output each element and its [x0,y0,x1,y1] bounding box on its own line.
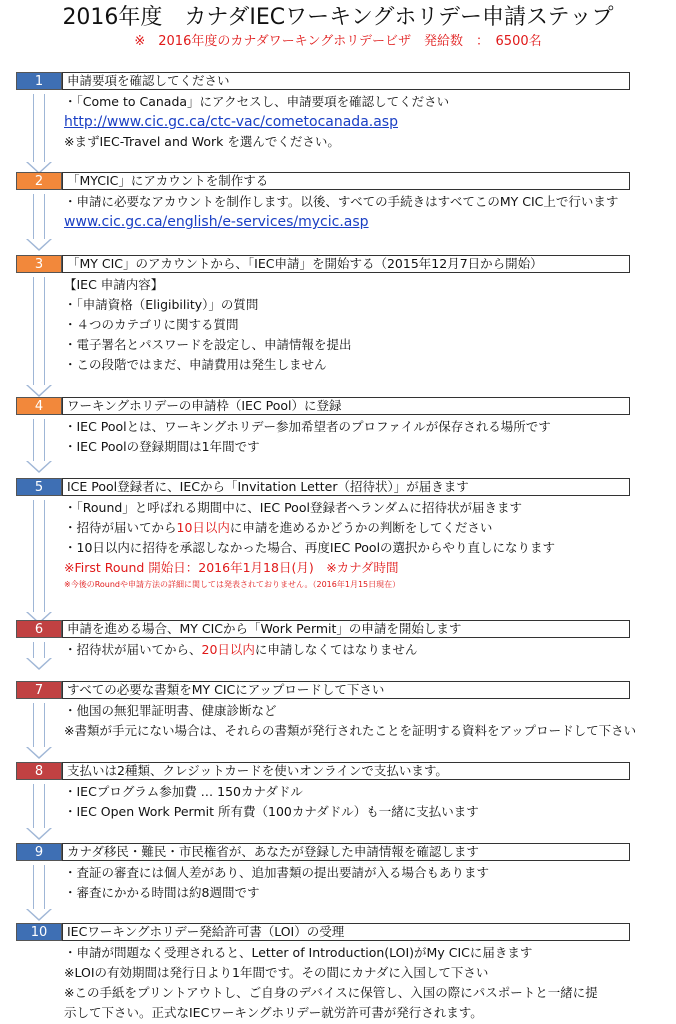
step-line: ・IEC Open Work Permit 所有費（100カナダドル）も一緒に支払います [64,804,479,819]
step-heading: IECワーキングホリデー発給許可書（LOI）の受理 [62,923,630,941]
cometocanada-link[interactable]: http://www.cic.gc.ca/ctc-vac/cometocanada.asp [64,114,398,130]
step-line: 示して下さい。正式なIECワーキングホリデー就労許可書が発行されます。 [64,1005,483,1020]
step-number: 1 [16,72,62,90]
step-heading: ワーキングホリデーの申請枠（IEC Pool）に登録 [62,397,630,415]
step-heading: ICE Pool登録者に、IECから「Invitation Letter（招待状）」が届きます [62,478,630,496]
step-line: ※LOIの有効期間は発行日より1年間です。その間にカナダに入国して下さい [64,965,489,980]
step-line: ・申請が問題なく受理されると、Letter of Introduction(LOI)がMy CICに届きます [64,945,533,960]
step-number: 5 [16,478,62,496]
step-heading: カナダ移民・難民・市民権省が、あなたが登録した申請情報を確認します [62,843,630,861]
step-number: 10 [16,923,62,941]
step-1 [16,72,630,149]
step-line: ・IEC Poolの登録期間は1年間です [64,439,260,454]
step-number: 6 [16,620,62,638]
step-line: ・査証の審査には個人差があり、追加書類の提出要請が入る場合もあります [64,865,490,880]
step-3 [16,255,630,372]
line-text: ・招待が届いてから [64,520,177,535]
step-heading: 申請要項を確認してください [62,72,630,90]
page-title: 2016年度 カナダIECワーキングホリデー申請ステップ [62,5,614,30]
step-8 [16,762,630,819]
step-number: 2 [16,172,62,190]
step-line: ・この段階ではまだ、申請費用は発生しません [64,357,327,372]
step-heading: 申請を進める場合、MY CICから「Work Permit」の申請を開始します [62,620,630,638]
step-7 [16,681,637,738]
step-10 [16,923,630,1020]
step-line: ※この手紙をプリントアウトし、ご自身のデバイスに保管し、入国の際にパスポートと一緒に提 [64,985,598,1000]
step-line: ・審査にかかる時間は約8週間です [64,885,260,900]
step-4 [16,397,630,454]
step-line: ※まずIEC-Travel and Work を選んでください。 [64,134,340,149]
step-line: ・「Round」と呼ばれる期間中に、IEC Pool登録者へランダムに招待状が届きます [64,500,522,515]
step-heading: 支払いは2種類、クレジットカードを使いオンラインで支払います。 [62,762,630,780]
line-text: ・招待状が届いてから、 [64,642,202,657]
step-line: ・10日以内に招待を承認しなかった場合、再度IEC Poolの選択からやり直しになります [64,540,556,555]
step-line: ・申請に必要なアカウントを制作します。以後、すべての手続きはすべてこのMY CIC上で行います [64,194,619,209]
step-heading: すべての必要な書類をMY CICにアップロードして下さい [62,681,630,699]
mycic-link[interactable]: www.cic.gc.ca/english/e-services/mycic.asp [64,214,369,230]
step-line: ・「Come to Canada」にアクセスし、申請要項を確認してください [64,94,450,109]
step-line: ・他国の無犯罪証明書、健康診断など [64,703,277,718]
step-9 [16,843,630,900]
round-footnote: ※今後のRoundや申請方法の詳細に関しては発表されておりません。（2016年1月15日現在） [64,580,401,589]
step-line-highlight [64,640,670,660]
step-heading: 「MYCIC」にアカウントを制作する [62,172,630,190]
line-text: に申請しなくてはなりません [254,642,418,657]
step-2 [16,172,630,230]
step-line: ・「申請資格（Eligibility）」の質問 [64,297,259,312]
step-line-highlight [64,518,670,538]
step-number: 4 [16,397,62,415]
step-heading: 「MY CIC」のアカウントから、「IEC申請」を開始する（2015年12月7日から開始） [62,255,630,273]
step-6 [16,620,630,657]
step-line: ・IEC Poolとは、ワーキングホリデー参加希望者のプロファイルが保存される場所です [64,419,551,434]
step-line: ・電子署名とパスワードを設定し、申請情報を提出 [64,337,352,352]
step-line: 【IEC 申請内容】 [64,277,164,292]
step-number: 3 [16,255,62,273]
first-round-notice: ※First Round 開始日：2016年1月18日(月) ※カナダ時間 [64,560,399,575]
line-text: に申請を進めるかどうかの判断をしてください [229,520,493,535]
highlight-text: 20日以内 [201,642,255,657]
step-number: 8 [16,762,62,780]
highlight-text: 10日以内 [176,520,230,535]
step-line: ・４つのカテゴリに関する質問 [64,317,239,332]
step-line: ・IECプログラム参加費 … 150カナダドル [64,784,303,799]
page-subtitle: ※ 2016年度のカナダワーキングホリデービザ 発給数 ： 6500名 [134,34,542,49]
step-number: 7 [16,681,62,699]
step-5 [16,478,630,589]
step-line: ※書類が手元にない場合は、それらの書類が発行されたことを証明する資料をアップロードして下さい [64,723,637,738]
step-number: 9 [16,843,62,861]
